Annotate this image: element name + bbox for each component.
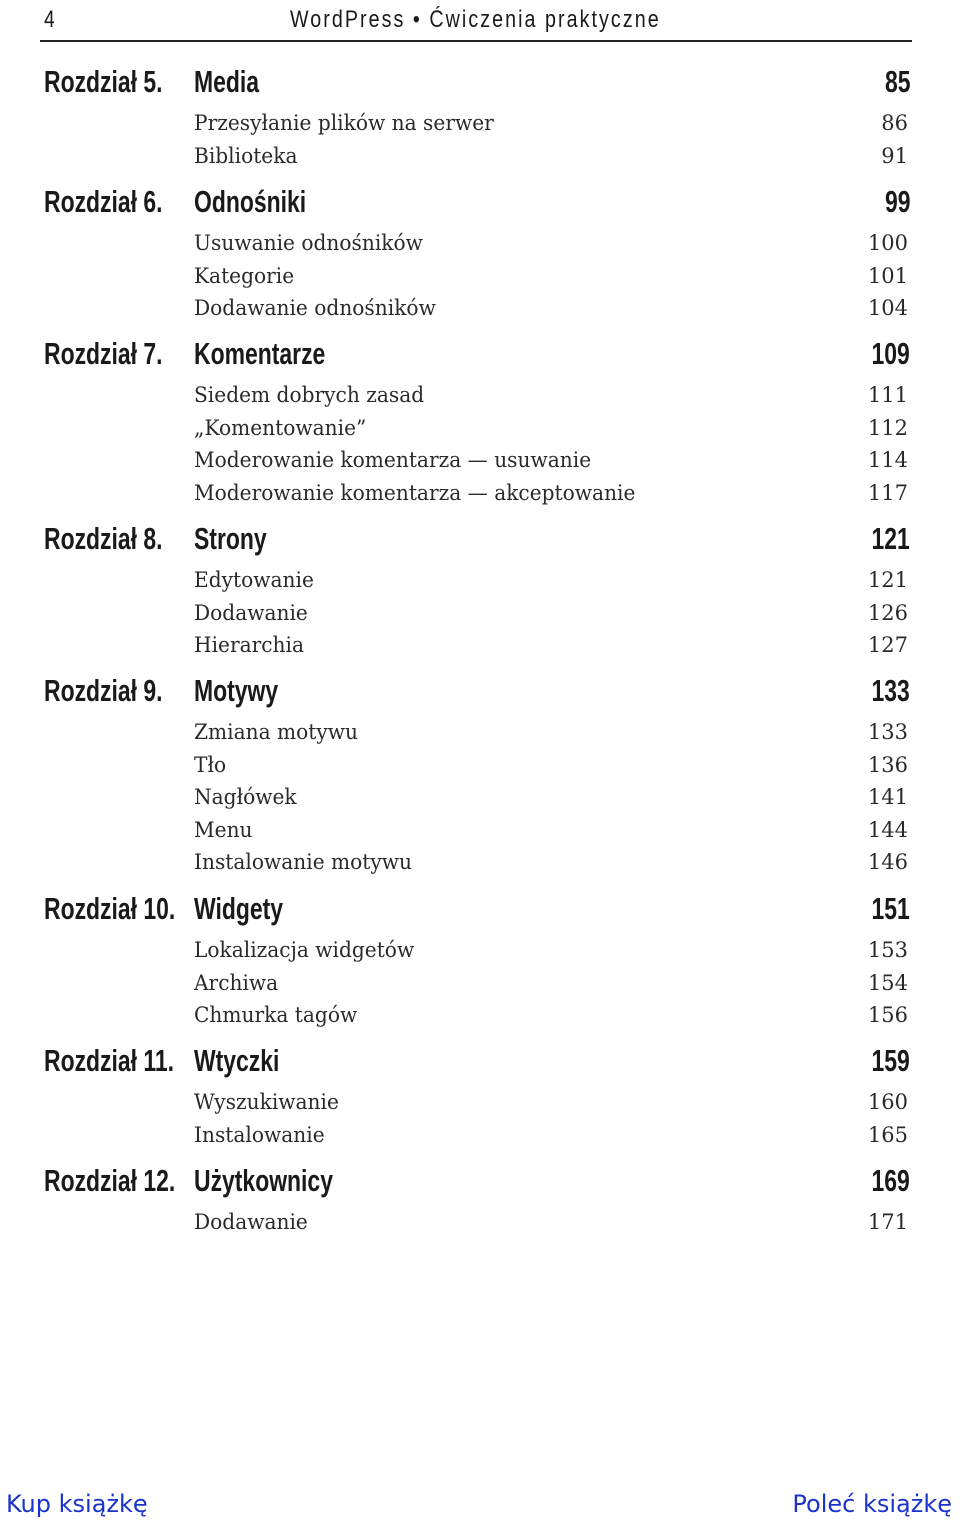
chapter-row	[44, 1043, 910, 1083]
section-title: Nagłówek	[194, 785, 297, 810]
section-title: Moderowanie komentarza — usuwanie	[194, 448, 592, 473]
section-row	[194, 1090, 908, 1120]
section-row	[194, 1003, 908, 1033]
section-title: Archiwa	[194, 970, 279, 995]
section-page-number: 127	[867, 633, 908, 658]
section-row	[194, 416, 908, 446]
chapter-row	[44, 184, 910, 224]
recommend-book-link[interactable]: Poleć książkę	[792, 1490, 952, 1518]
chapter-row	[44, 1163, 910, 1203]
section-row	[194, 601, 908, 631]
section-page-number: 171	[867, 1210, 908, 1234]
section-page-number: 101	[867, 263, 908, 288]
section-page-number: 86	[881, 111, 908, 135]
section-title: Instalowanie	[194, 1122, 325, 1147]
chapter-row	[44, 64, 910, 104]
chapter-title: Użytkownicy	[194, 1163, 333, 1198]
section-row	[194, 1210, 908, 1240]
section-row	[194, 753, 908, 783]
section-page-number: 144	[867, 817, 908, 842]
section-row	[194, 971, 908, 1001]
section-title: Tło	[194, 752, 227, 777]
section-page-number: 126	[867, 600, 908, 625]
section-row	[194, 448, 908, 478]
section-row	[194, 481, 908, 511]
page-header	[40, 0, 912, 42]
chapter-label: Rozdział 7.	[44, 336, 163, 371]
section-title: Dodawanie	[194, 1210, 308, 1234]
chapter-row	[44, 521, 910, 561]
page-number: 4	[44, 6, 55, 33]
chapter-label: Rozdział 6.	[44, 184, 163, 219]
section-page-number: 121	[867, 568, 908, 592]
section-page-number: 100	[867, 231, 908, 255]
section-title: Lokalizacja widgetów	[194, 938, 415, 962]
chapter-page-number: 159	[871, 1043, 910, 1078]
chapter-title: Strony	[194, 521, 267, 556]
section-row	[194, 785, 908, 815]
section-title: Usuwanie odnośników	[194, 231, 423, 255]
section-title: Biblioteka	[194, 143, 298, 168]
chapter-label: Rozdział 12.	[44, 1163, 176, 1198]
chapter-title: Odnośniki	[194, 184, 307, 219]
section-row	[194, 264, 908, 294]
section-title: Siedem dobrych zasad	[194, 383, 425, 407]
section-title: Zmiana motywu	[194, 720, 358, 744]
section-title: Chmurka tagów	[194, 1003, 358, 1028]
section-page-number: 111	[867, 383, 908, 407]
chapter-page-number: 99	[884, 184, 910, 219]
section-page-number: 153	[867, 938, 908, 962]
section-page-number: 160	[867, 1090, 908, 1114]
chapter-label: Rozdział 8.	[44, 521, 163, 556]
section-page-number: 91	[881, 143, 908, 168]
section-row	[194, 231, 908, 261]
section-page-number: 117	[867, 480, 908, 505]
section-title: Moderowanie komentarza — akceptowanie	[194, 480, 636, 505]
section-page-number: 104	[867, 296, 908, 321]
section-row	[194, 568, 908, 598]
section-row	[194, 383, 908, 413]
chapter-title: Komentarze	[194, 336, 326, 371]
chapter-page-number: 169	[871, 1163, 910, 1198]
section-row	[194, 144, 908, 174]
section-row	[194, 818, 908, 848]
section-page-number: 154	[867, 970, 908, 995]
section-row	[194, 633, 908, 663]
section-title: Edytowanie	[194, 568, 314, 592]
chapter-page-number: 133	[871, 673, 910, 708]
chapter-title: Widgety	[194, 891, 284, 926]
chapter-title: Media	[194, 64, 260, 99]
section-title: Dodawanie	[194, 600, 308, 625]
section-page-number: 133	[867, 720, 908, 744]
section-row	[194, 850, 908, 880]
section-title: Przesyłanie plików na serwer	[194, 111, 494, 135]
section-page-number: 136	[867, 752, 908, 777]
section-row	[194, 938, 908, 968]
section-page-number: 165	[867, 1122, 908, 1147]
section-page-number: 141	[867, 785, 908, 810]
section-title: „Komentowanie”	[194, 415, 367, 440]
chapter-page-number: 85	[884, 64, 910, 99]
chapter-label: Rozdział 10.	[44, 891, 176, 926]
section-page-number: 114	[867, 448, 908, 473]
section-title: Dodawanie odnośników	[194, 296, 436, 321]
section-row	[194, 720, 908, 750]
section-row	[194, 1123, 908, 1153]
chapter-page-number: 151	[871, 891, 910, 926]
chapter-row	[44, 673, 910, 713]
chapter-row	[44, 336, 910, 376]
section-page-number: 112	[867, 415, 908, 440]
section-page-number: 156	[867, 1003, 908, 1028]
section-title: Instalowanie motywu	[194, 850, 413, 875]
chapter-title: Wtyczki	[194, 1043, 280, 1078]
chapter-title: Motywy	[194, 673, 279, 708]
chapter-label: Rozdział 9.	[44, 673, 163, 708]
chapter-label: Rozdział 5.	[44, 64, 163, 99]
section-title: Wyszukiwanie	[194, 1090, 339, 1114]
section-title: Kategorie	[194, 263, 295, 288]
section-title: Menu	[194, 817, 253, 842]
chapter-page-number: 109	[871, 336, 910, 371]
chapter-label: Rozdział 11.	[44, 1043, 175, 1078]
chapter-row	[44, 891, 910, 931]
section-row	[194, 111, 908, 141]
section-row	[194, 296, 908, 326]
buy-book-link[interactable]: Kup książkę	[6, 1490, 148, 1518]
chapter-page-number: 121	[871, 521, 910, 556]
section-page-number: 146	[867, 850, 908, 875]
running-title: WordPress • Ćwiczenia praktyczne	[290, 6, 661, 33]
section-title: Hierarchia	[194, 633, 304, 658]
